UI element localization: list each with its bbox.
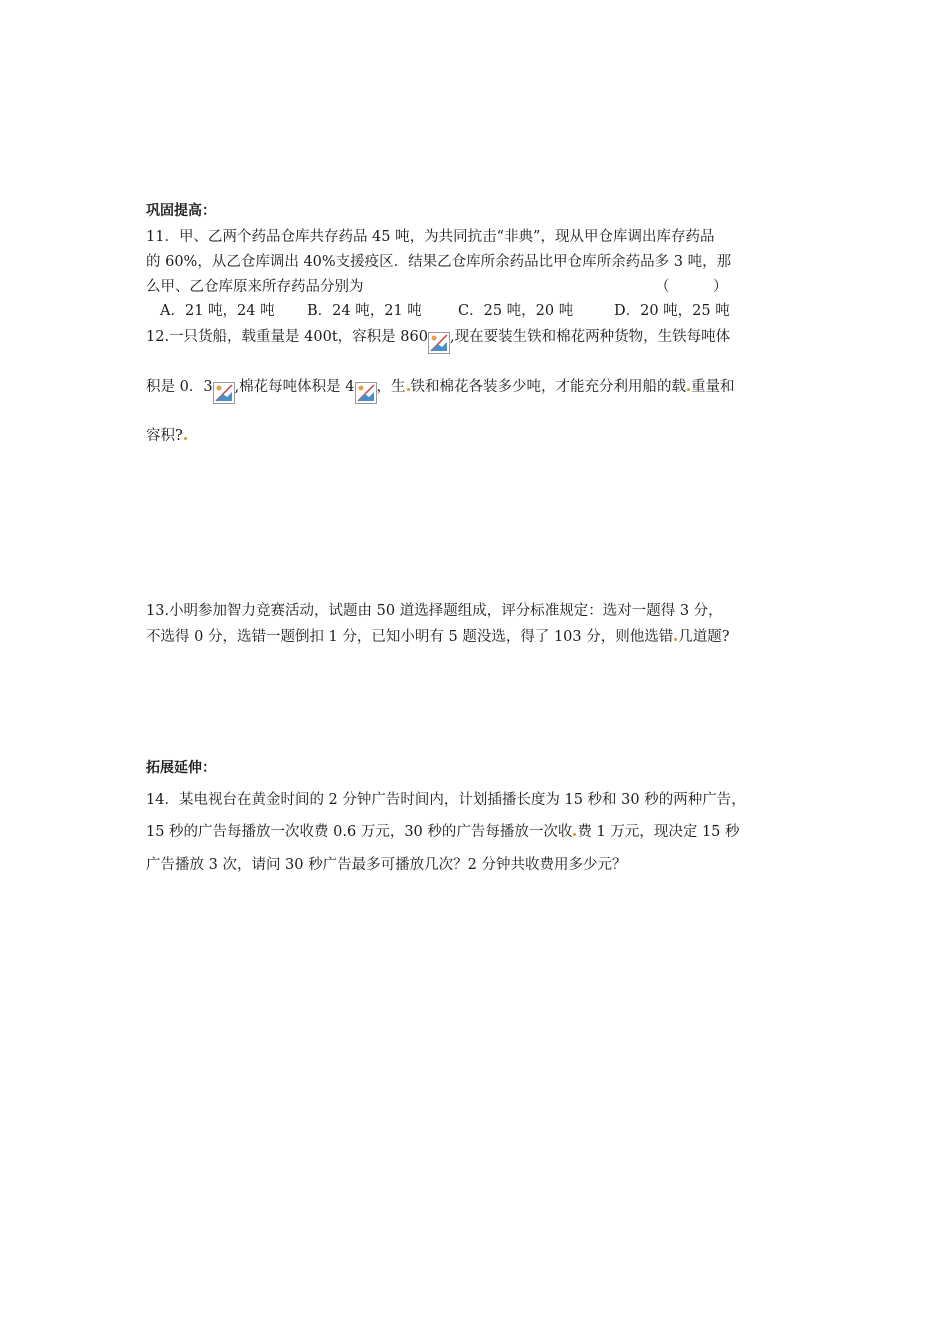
- q14-line-3: 广告播放 3 次，请问 30 秒广告最多可播放几次？2 分钟共收费用多少元？: [146, 857, 627, 873]
- marker-dot: [687, 388, 690, 391]
- section-heading-extension: 拓展延伸：: [146, 760, 216, 776]
- q11-option-b: B．24 吨，21 吨: [307, 303, 422, 319]
- q12-text-2b: ,棉花每吨体积是 4: [234, 379, 355, 395]
- q13-text-2a: 不选得 0 分，选错一题倒扣 1 分，已知小明有 5 题没选，得了 103 分，则他选错: [146, 629, 674, 645]
- q11-stem-end: 么甲、乙仓库原来所存药品分别为: [146, 279, 364, 295]
- broken-image-icon: [355, 382, 377, 404]
- q11-option-a: A．21 吨，24 吨: [160, 303, 275, 319]
- q13-text-2b: 几道题?: [678, 629, 730, 645]
- q11-line-2: 的 60%，从乙仓库调出 40%支援疫区．结果乙仓库所余药品比甲仓库所余药品多 3 吨，那: [146, 254, 732, 270]
- marker-dot: [674, 638, 677, 641]
- marker-dot: [407, 388, 410, 391]
- q11-line-3: [146, 277, 364, 297]
- q11-line-1: 11．甲、乙两个药品仓库共存药品 45 吨，为共同抗击“非典”，现从甲仓库调出库存药品: [146, 229, 715, 245]
- q11-option-c: C．25 吨，20 吨: [458, 303, 574, 319]
- q11-option-d: D．20 吨，25 吨: [614, 303, 730, 319]
- q12-text-1b: ,现在要装生铁和棉花两种货物，生铁每吨体: [449, 329, 731, 345]
- section-heading-consolidate: 巩固提高：: [146, 203, 216, 219]
- marker-dot: [184, 437, 187, 440]
- q14-line-2: [146, 822, 740, 842]
- q13-line-1: 13.小明参加智力竞赛活动，试题由 50 道选择题组成，评分标准规定：选对一题得 3 分，: [146, 603, 723, 619]
- q14-line-1: 14．某电视台在黄金时间的 2 分钟广告时间内，计划插播长度为 15 秒和 30 秒的两种广告，: [146, 792, 746, 808]
- q12-line-1: [146, 326, 730, 348]
- q14-text-2b: 费 1 万元，现决定 15 秒: [577, 824, 740, 840]
- q12-line-2: [146, 376, 735, 398]
- q12-text-3: 容积?: [146, 428, 183, 444]
- q12-text-2e: 重量和: [691, 379, 735, 395]
- broken-image-icon: [428, 332, 450, 354]
- marker-dot: [573, 833, 576, 836]
- q12-text-2d: 铁和棉花各装多少吨，才能充分利用船的载: [410, 379, 687, 395]
- broken-image-icon: [213, 382, 235, 404]
- q14-text-2a: 15 秒的广告每播放一次收费 0.6 万元，30 秒的广告每播放一次收: [146, 824, 573, 840]
- q12-text-2a: 积是 0．3: [146, 379, 213, 395]
- q12-text-1a: 12.一只货船，载重量是 400t，容积是 860: [146, 329, 428, 345]
- q12-line-3: [146, 426, 188, 446]
- q13-line-2: [146, 627, 730, 647]
- q12-text-2c: ，生: [376, 379, 406, 395]
- q11-answer-bracket: （ ）: [655, 279, 728, 295]
